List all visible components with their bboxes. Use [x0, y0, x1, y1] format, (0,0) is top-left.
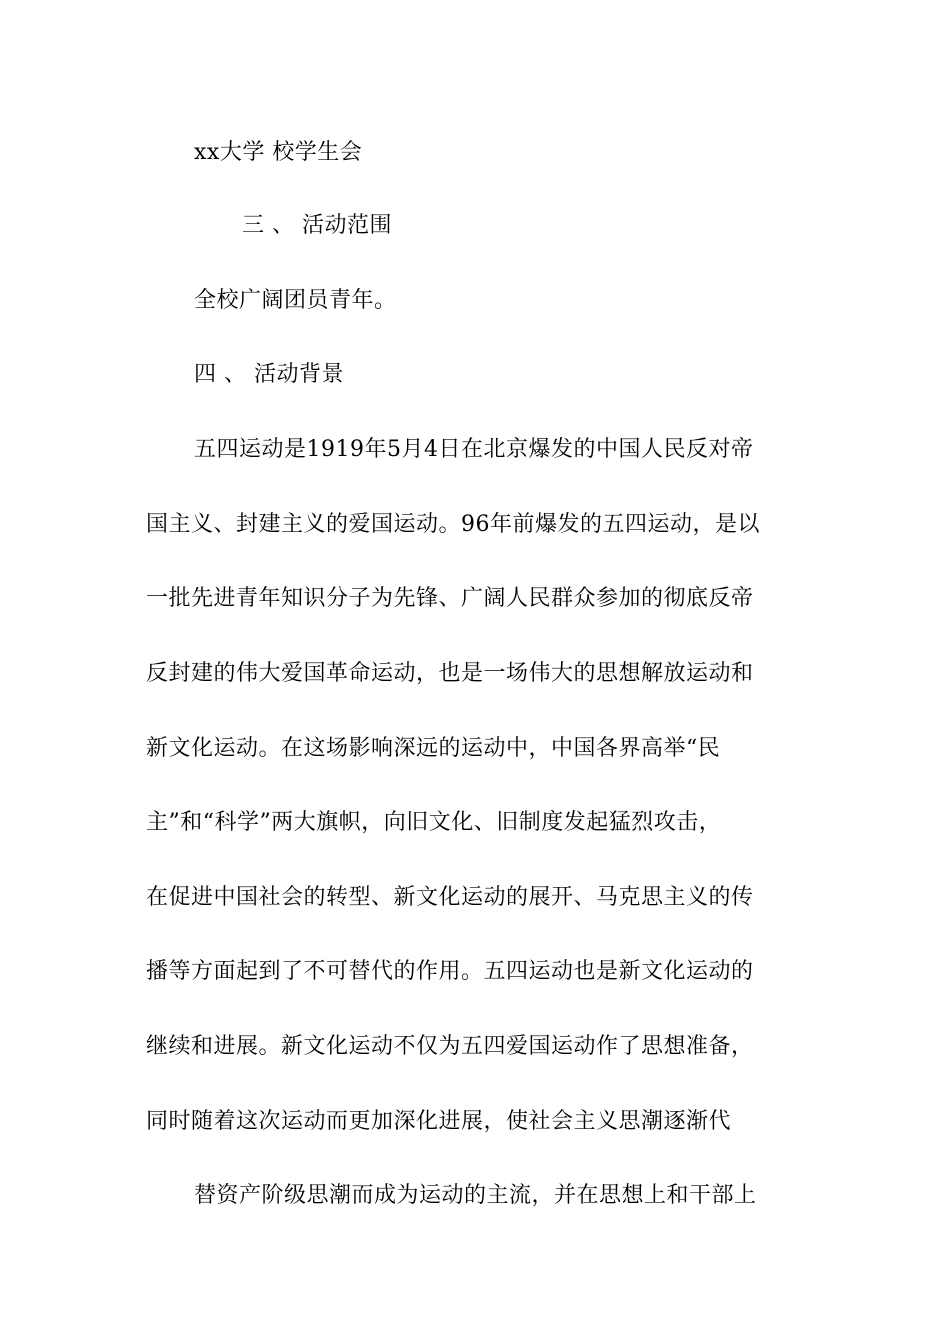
section-3-heading: 三 、 活动范围 [242, 213, 392, 238]
paragraph-line: 国主义、封建主义的爱国运动。96年前爆发的五四运动，是以 [146, 512, 760, 537]
paragraph-line: 新文化运动。在这场影响深远的运动中，中国各界高举“民 [146, 736, 721, 761]
paragraph-line: 反封建的伟大爱国革命运动，也是一场伟大的思想解放运动和 [146, 661, 754, 686]
organization-line: xx大学 校学生会 [194, 140, 363, 165]
paragraph-line: 继续和进展。新文化运动不仅为五四爱国运动作了思想准备， [146, 1034, 754, 1059]
paragraph-line: 播等方面起到了不可替代的作用。五四运动也是新文化运动的 [146, 959, 754, 984]
section-4-heading: 四 、 活动背景 [194, 362, 344, 387]
paragraph-line: 一批先进青年知识分子为先锋、广阔人民群众参加的彻底反帝 [146, 586, 754, 611]
paragraph-line: 主”和“科学”两大旗帜，向旧文化、旧制度发起猛烈攻击， [146, 810, 722, 835]
paragraph-line: 同时随着这次运动而更加深化进展，使社会主义思潮逐渐代 [146, 1109, 732, 1134]
paragraph-line: 在促进中国社会的转型、新文化运动的展开、马克思主义的传 [146, 885, 754, 910]
continuation-line: 替资产阶级思潮而成为运动的主流，并在思想上和干部上 [194, 1183, 757, 1208]
section-3-body: 全校广阔团员青年。 [194, 288, 397, 313]
paragraph-line: 五四运动是1919年5月4日在北京爆发的中国人民反对帝 [194, 437, 754, 462]
